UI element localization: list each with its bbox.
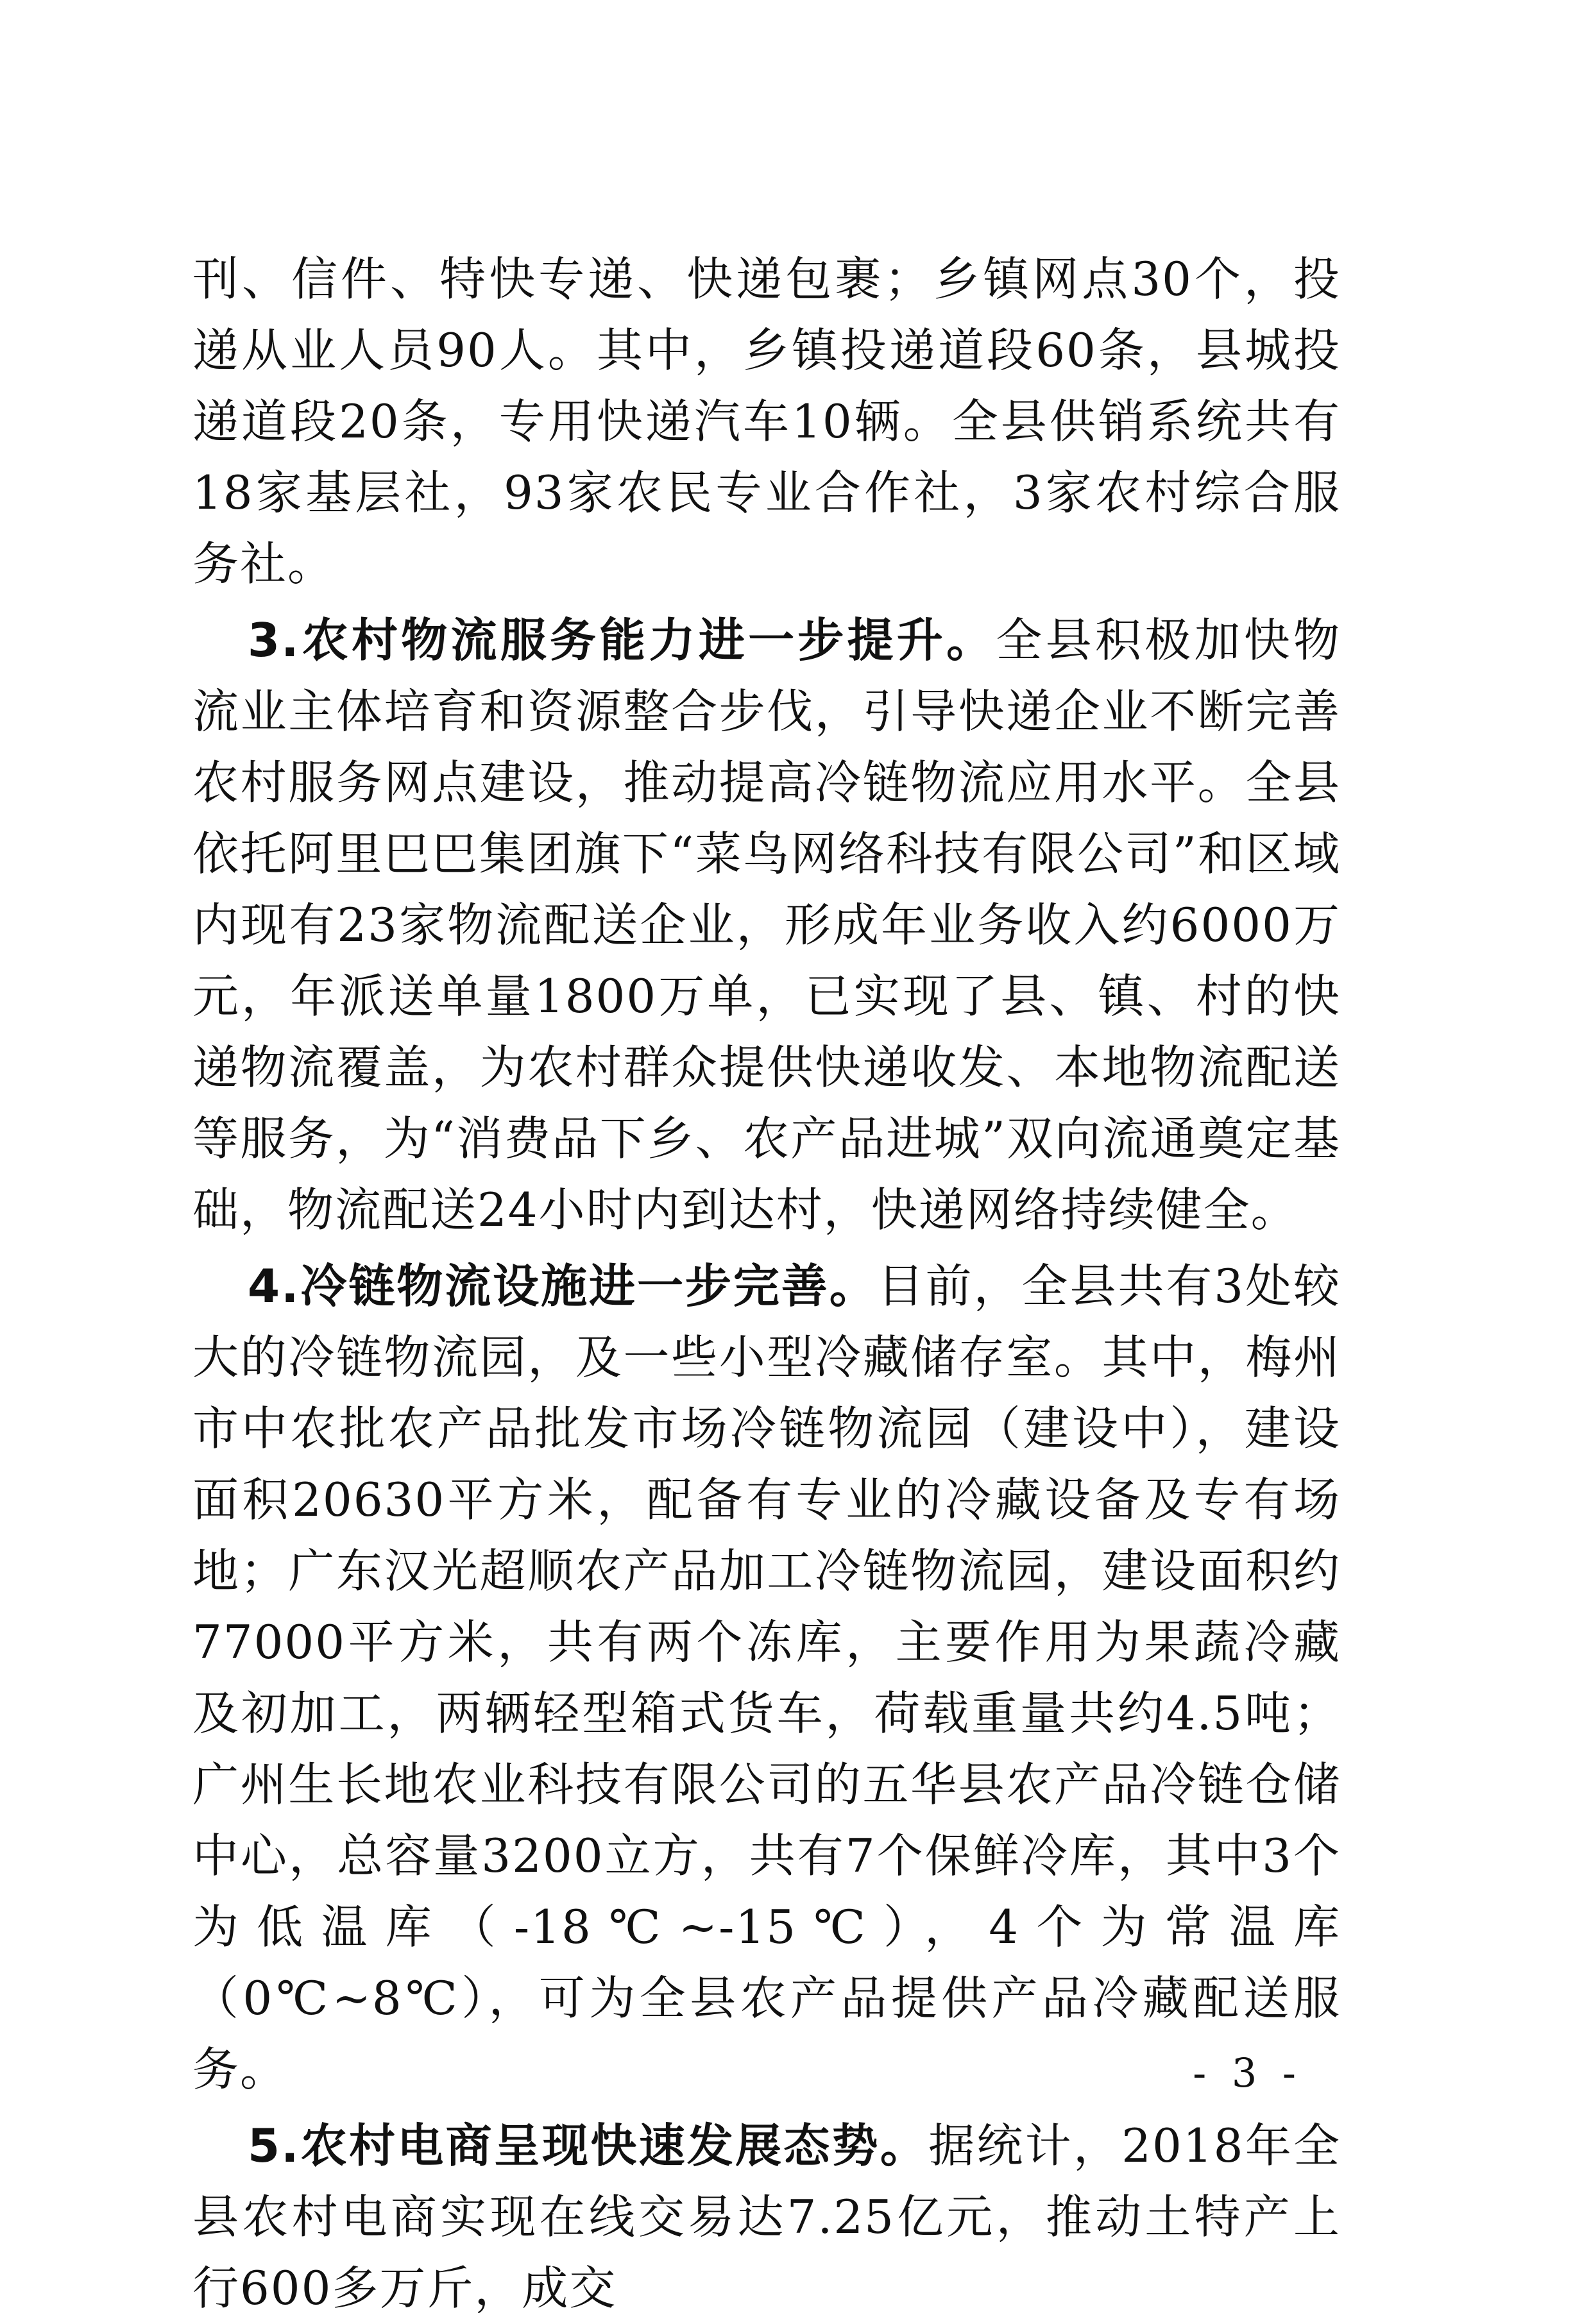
- paragraph-logistics-service: [192, 605, 1341, 1246]
- paragraph-heading: 5.农村电商呈现快速发展态势。: [248, 2119, 929, 2173]
- page-number: - 3 -: [1193, 2049, 1302, 2096]
- paragraph-heading: 4.冷链物流设施进一步完善。: [248, 1259, 878, 1313]
- paragraph-body: 据统计，2018年全县农村电商实现在线交易达7.25亿元，推动土特产上行600多万斤，成交: [192, 2119, 1341, 2315]
- paragraph-cold-chain: [192, 1251, 1341, 2105]
- document-page: [192, 244, 1341, 2315]
- paragraph-body: 目前，全县共有3处较大的冷链物流园，及一些小型冷藏储存室。其中，梅州市中农批农产品批发市场冷链物流园（建设中），建设面积20630平方米，配备有专业的冷藏设备及专有场地；广东汉光超顺农产品加工冷链物流园，建设面积约77000平方米，共有两个冻库，主要作用为果蔬冷藏及初加工，两辆轻型箱式货车，荷载重量共约4.5吨；广州生长地农业科技有限公司的五华县农产品冷链仓储中心，总容量3200立方，共有7个保鲜冷库，其中3个为低温库（-18℃~-15℃），4个为常温库（0℃~8℃），可为全县农产品提供产品冷藏配送服务。: [192, 1259, 1341, 2096]
- paragraph-body: 刊、信件、特快专递、快递包裹；乡镇网点30个，投递从业人员90人。其中，乡镇投递道段60条，县城投递道段20条，专用快递汽车10辆。全县供销系统共有18家基层社，93家农民专业合作社，3家农村综合服务社。: [192, 252, 1341, 591]
- paragraph-body: 全县积极加快物流业主体培育和资源整合步伐，引导快递企业不断完善农村服务网点建设，推动提高冷链物流应用水平。全县依托阿里巴巴集团旗下“菜鸟网络科技有限公司”和区域内现有23家物流配送企业，形成年业务收入约6000万元，年派送单量1800万单，已实现了县、镇、村的快递物流覆盖，为农村群众提供快递收发、本地物流配送等服务，为“消费品下乡、农产品进城”双向流通奠定基础，物流配送24小时内到达村，快递网络持续健全。: [192, 613, 1341, 1237]
- paragraph-continuation: [192, 244, 1341, 600]
- paragraph-heading: 3.农村物流服务能力进一步提升。: [248, 613, 996, 667]
- paragraph-ecommerce: [192, 2110, 1341, 2324]
